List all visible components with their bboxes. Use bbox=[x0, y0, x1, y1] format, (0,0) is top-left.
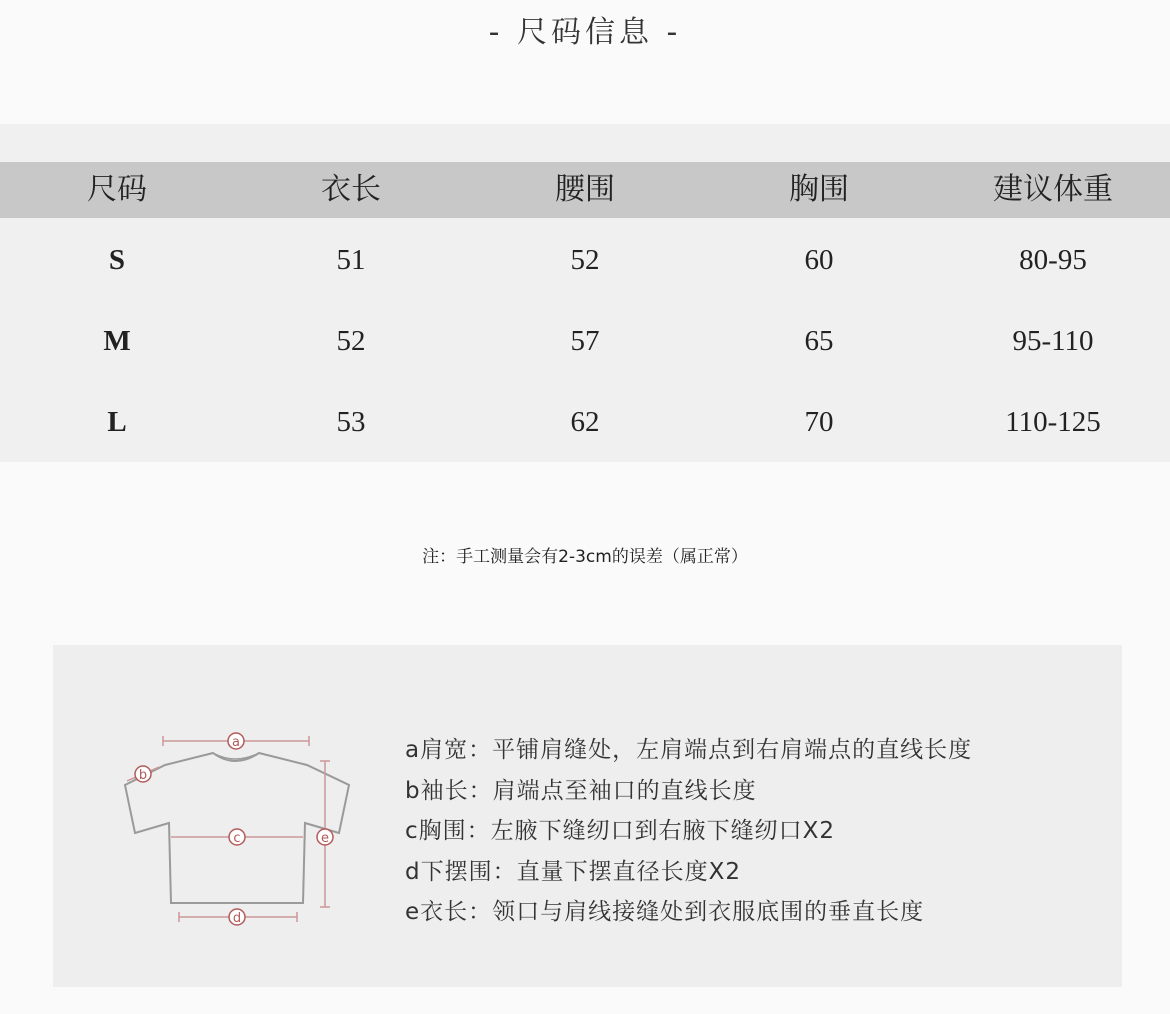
cell-chest: 70 bbox=[804, 406, 834, 438]
cell-length: 52 bbox=[336, 325, 366, 357]
cell-chest: 65 bbox=[804, 325, 834, 357]
cell-weight: 80-95 bbox=[1019, 244, 1087, 276]
marker-a-label: a bbox=[232, 735, 240, 750]
cell-length: 53 bbox=[336, 406, 366, 438]
cell-weight: 95-110 bbox=[1012, 325, 1094, 357]
legend-hem: d下摆围：直量下摆直径长度X2 bbox=[405, 858, 741, 885]
table-header bbox=[0, 162, 1170, 218]
cell-chest: 60 bbox=[804, 244, 834, 276]
table-row bbox=[0, 230, 1170, 290]
cell-size: M bbox=[103, 325, 131, 357]
cell-waist: 52 bbox=[570, 244, 600, 276]
header-chest: 胸围 bbox=[789, 172, 849, 207]
cell-waist: 57 bbox=[570, 325, 600, 357]
cell-size: L bbox=[107, 406, 127, 438]
page-title: - 尺码信息 - bbox=[488, 15, 682, 50]
measurement-note: 注：手工测量会有2-3cm的误差（属正常） bbox=[422, 547, 748, 567]
header-size: 尺码 bbox=[87, 172, 147, 207]
shirt-outline bbox=[125, 753, 349, 903]
tshirt-diagram-icon bbox=[113, 725, 363, 945]
header-length: 衣长 bbox=[321, 172, 381, 207]
header-weight: 建议体重 bbox=[993, 172, 1113, 207]
cell-size: S bbox=[108, 244, 126, 276]
table-row bbox=[0, 311, 1170, 371]
legend-sleeve: b袖长：肩端点至袖口的直线长度 bbox=[405, 777, 757, 804]
legend-chest: c胸围：左腋下缝纫口到右腋下缝纫口X2 bbox=[405, 818, 836, 844]
marker-d-label: d bbox=[232, 911, 242, 926]
cell-length: 51 bbox=[336, 244, 366, 276]
marker-c-label: c bbox=[233, 831, 241, 846]
cell-waist: 62 bbox=[570, 406, 600, 438]
legend-length: e衣长：领口与肩线接缝处到衣服底围的垂直长度 bbox=[405, 899, 925, 925]
marker-e-label: e bbox=[321, 831, 329, 846]
measurement-legend bbox=[405, 730, 1105, 933]
header-waist: 腰围 bbox=[555, 172, 615, 207]
table-row bbox=[0, 392, 1170, 452]
marker-b-label: b bbox=[138, 768, 148, 783]
legend-shoulder: a肩宽：平铺肩缝处，左肩端点到右肩端点的直线长度 bbox=[405, 737, 973, 763]
measurement-guide bbox=[53, 645, 1122, 987]
cell-weight: 110-125 bbox=[1005, 406, 1101, 438]
size-table bbox=[0, 124, 1170, 462]
